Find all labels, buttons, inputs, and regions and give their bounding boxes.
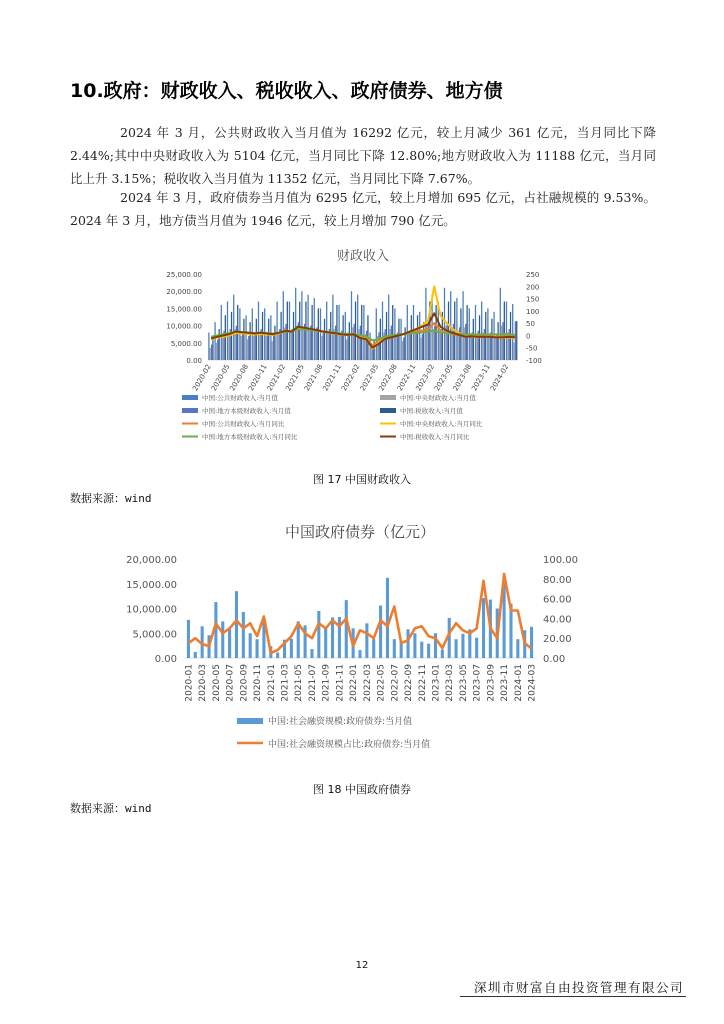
bar	[321, 336, 322, 360]
bar	[489, 336, 490, 360]
x-tick-label: 2021-05	[284, 363, 306, 393]
x-tick-label: 2023-02	[414, 363, 437, 393]
bar	[242, 332, 243, 360]
legend-label: 中国:地方本级财政收入:当月值	[202, 407, 291, 415]
x-tick-label: 2020-08	[228, 363, 251, 393]
y-left-tick-label: 20,000.00	[166, 288, 202, 297]
bar	[447, 322, 448, 360]
bar	[466, 305, 467, 360]
bar	[366, 331, 367, 360]
bar	[305, 302, 306, 360]
bar	[439, 332, 440, 360]
bar	[515, 322, 516, 360]
x-tick-label: 2023-05	[433, 363, 455, 393]
bar	[242, 612, 245, 658]
x-tick-label: 2021-09	[321, 664, 332, 702]
bar	[290, 332, 291, 360]
x-tick-label: 2020-11	[247, 363, 269, 393]
bar	[228, 629, 231, 658]
bar	[265, 336, 266, 360]
bar	[256, 639, 259, 658]
bar	[491, 319, 492, 360]
bar	[402, 341, 403, 360]
bar	[216, 343, 217, 360]
x-tick-label: 2023-11	[500, 664, 511, 702]
page-number: 12	[355, 960, 369, 971]
bar	[455, 639, 458, 658]
bar	[324, 628, 327, 658]
x-tick-label: 2021-03	[280, 664, 291, 702]
x-tick-label: 2021-08	[302, 363, 325, 393]
legend-label: 中国:公共财政收入:当月值	[202, 394, 278, 402]
bar	[345, 600, 348, 658]
x-tick-label: 2024-01	[513, 664, 524, 702]
bar	[352, 327, 353, 360]
bar	[403, 338, 404, 360]
bar	[311, 305, 312, 360]
bar	[310, 649, 313, 658]
bar	[482, 598, 485, 658]
bar	[210, 348, 211, 360]
x-tick-label: 2024-03	[527, 664, 538, 702]
data-source-17: 数据来源：wind	[70, 492, 152, 505]
bar	[513, 342, 514, 360]
x-tick-label: 2023-05	[458, 664, 469, 702]
bar	[357, 295, 358, 360]
bar	[389, 329, 390, 360]
bar	[411, 315, 412, 360]
x-tick-label: 2023-07	[472, 664, 483, 702]
bar	[194, 652, 197, 658]
bar	[363, 305, 364, 360]
bar	[473, 319, 474, 360]
bar	[299, 302, 300, 360]
bar	[249, 633, 252, 658]
bar	[386, 578, 389, 658]
bar	[392, 305, 393, 360]
x-tick-label: 2023-09	[486, 664, 497, 702]
bar	[495, 338, 496, 360]
bar	[475, 638, 478, 658]
bar	[385, 329, 386, 360]
x-tick-label: 2022-05	[358, 363, 381, 393]
section-title: 10.政府：财政收入、税收收入、政府债券、地方债	[70, 80, 503, 102]
bar	[309, 329, 310, 360]
bar	[332, 295, 333, 360]
bar	[346, 339, 347, 360]
bar	[316, 327, 317, 360]
bar	[400, 319, 401, 360]
bar	[464, 327, 465, 360]
legend-label: 中国:公共财政收入:当月同比	[202, 420, 285, 428]
bar	[462, 291, 463, 360]
bar	[441, 650, 444, 658]
bar	[245, 315, 246, 360]
x-tick-label: 2021-05	[294, 664, 305, 702]
figure-caption-18: 图 18 中国政府债券	[313, 783, 411, 796]
bar	[278, 332, 279, 360]
bar	[317, 611, 320, 658]
bar	[233, 295, 234, 360]
fiscal-revenue-chart	[150, 240, 590, 455]
bar	[222, 334, 223, 360]
x-tick-label: 2023-11	[470, 363, 492, 393]
chart-title: 中国政府债券（亿元）	[284, 523, 436, 541]
legend-label: 中国:中央财政收入:当月值	[400, 394, 476, 402]
bar	[354, 324, 355, 360]
figure-caption-17: 图 17 中国财政收入	[313, 473, 411, 486]
bar	[516, 321, 517, 360]
bar	[214, 322, 215, 360]
bar	[360, 326, 361, 360]
bar	[470, 336, 471, 360]
bar	[208, 332, 209, 360]
bar	[323, 332, 324, 360]
bar	[259, 332, 260, 360]
x-tick-label: 2020-07	[225, 664, 236, 702]
bar	[342, 315, 343, 360]
bar	[267, 332, 268, 360]
paragraph-fiscal-revenue: 2024 年 3 月，公共财政收入当月值为 16292 亿元，较上月减少 361 亿元，当月同比下降 2.44%;其中中央财政收入为 5104 亿元，当月同比下降 12.80%;地方财政收入为 11188 亿元，当月同比上升 3.15%；税收收入当月值为 11352 亿元，当月同比下降 7.67%。	[70, 125, 656, 186]
bar	[327, 332, 328, 360]
bar	[391, 326, 392, 360]
bar	[324, 319, 325, 360]
bar	[419, 312, 420, 360]
bar	[227, 302, 228, 360]
bar	[512, 304, 513, 360]
x-tick-label: 2023-01	[431, 664, 442, 702]
y-right-tick-label: -50	[526, 344, 538, 353]
x-tick-label: 2024-02	[488, 363, 511, 393]
bar	[497, 322, 498, 360]
bar	[272, 341, 273, 360]
legend-swatch	[380, 395, 396, 400]
legend-label: 中国:社会融资规模占比:政府债券:当月值	[268, 740, 431, 750]
legend-swatch	[182, 395, 198, 400]
bar	[217, 339, 218, 360]
x-tick-label: 2022-09	[404, 664, 415, 702]
bar	[378, 332, 379, 360]
bar	[247, 339, 248, 360]
x-tick-label: 2020-05	[209, 363, 232, 393]
bar	[408, 334, 409, 360]
legend-swatch	[380, 408, 396, 413]
government-bonds-chart	[110, 515, 590, 760]
bar	[398, 319, 399, 360]
bar	[373, 339, 374, 360]
x-tick-label: 2022-03	[362, 664, 373, 702]
y-right-tick-label: 150	[526, 295, 540, 304]
bar	[423, 322, 424, 360]
bar	[347, 332, 348, 360]
x-tick-label: 2022-08	[377, 363, 399, 393]
bar	[274, 326, 275, 360]
bar	[355, 302, 356, 360]
bar	[501, 326, 502, 360]
bar	[393, 639, 396, 658]
bar	[187, 620, 190, 658]
y-right-tick-label: 40.00	[543, 614, 572, 626]
bar	[293, 312, 294, 360]
legend-label: 中国:中央财政收入:当月同比	[400, 420, 483, 428]
bar	[273, 334, 274, 360]
legend-label: 中国:地方本级财政收入:当月同比	[202, 433, 298, 441]
legend-swatch	[182, 408, 198, 413]
bar	[500, 288, 501, 360]
legend-swatch	[237, 718, 263, 724]
bar	[276, 302, 277, 360]
bar	[396, 336, 397, 360]
footer-rule	[460, 996, 686, 997]
x-tick-label: 2021-11	[321, 363, 344, 393]
x-tick-label: 2023-03	[445, 664, 456, 702]
bar	[361, 305, 362, 360]
bar	[372, 639, 375, 658]
x-tick-label: 2022-11	[395, 363, 418, 393]
x-tick-label: 2022-02	[340, 363, 362, 393]
bar	[407, 629, 410, 658]
bar	[416, 331, 417, 360]
x-tick-label: 2020-09	[239, 664, 250, 702]
bar	[358, 650, 361, 658]
y-left-tick-label: 0.00	[154, 654, 177, 665]
bar	[382, 302, 383, 360]
bar	[358, 329, 359, 360]
bar	[211, 345, 212, 360]
bar	[444, 288, 445, 360]
bar	[516, 639, 519, 658]
x-tick-label: 2020-05	[211, 664, 222, 702]
y-right-tick-label: 100	[526, 307, 540, 316]
x-tick-label: 2022-11	[417, 664, 428, 702]
bar	[270, 315, 271, 360]
bar	[318, 308, 319, 360]
x-tick-label: 2021-07	[307, 664, 318, 702]
y-left-tick-label: 5,000.00	[170, 339, 202, 348]
bar	[254, 332, 255, 360]
bar	[221, 621, 224, 658]
bar	[413, 633, 416, 658]
bar	[409, 331, 410, 360]
y-left-tick-label: 5,000.00	[132, 629, 177, 641]
y-right-tick-label: 80.00	[543, 574, 572, 586]
bar	[388, 295, 389, 360]
paragraph-government-bonds: 2024 年 3 月，政府债券当月值为 6295 亿元，较上月增加 695 亿元，占社融规模的 9.53%。2024 年 3 月，地方债当月值为 1946 亿元，较上月增加 790 亿元。	[70, 190, 656, 228]
bar	[351, 291, 352, 360]
bar	[248, 336, 249, 360]
bar	[465, 324, 466, 360]
bar	[475, 305, 476, 360]
bar	[504, 302, 505, 360]
bar	[276, 653, 279, 658]
x-tick-label: 2022-01	[349, 664, 360, 702]
bar	[456, 298, 457, 360]
bar	[414, 334, 415, 360]
bar	[285, 324, 286, 360]
bar	[258, 302, 259, 360]
legend-label: 中国:税收收入:当月同比	[400, 433, 470, 441]
y-right-tick-label: 60.00	[543, 594, 572, 606]
y-right-tick-label: 0	[526, 332, 531, 341]
bar	[420, 338, 421, 360]
y-right-tick-label: 250	[526, 271, 540, 279]
x-tick-label: 2022-07	[390, 664, 401, 702]
bar	[221, 305, 222, 360]
bar	[320, 308, 321, 360]
bar	[301, 291, 302, 360]
y-left-tick-label: 0.00	[186, 357, 202, 365]
bar	[435, 305, 436, 360]
bar	[315, 331, 316, 360]
bar	[422, 334, 423, 360]
y-right-tick-label: 200	[526, 283, 540, 292]
bar	[235, 591, 238, 658]
y-left-tick-label: 15,000.00	[166, 305, 202, 314]
footer-company-name: 深圳市财富自由投资管理有限公司	[473, 980, 684, 995]
series-line	[188, 574, 531, 653]
y-left-tick-label: 20,000.00	[126, 555, 177, 566]
bar	[256, 319, 257, 360]
bar	[225, 315, 226, 360]
bar	[268, 319, 269, 360]
bar	[427, 644, 430, 658]
bar	[440, 329, 441, 360]
y-right-tick-label: 50	[526, 320, 535, 329]
y-right-tick-label: 0.00	[543, 654, 566, 665]
bar	[433, 329, 434, 360]
x-tick-label: 2020-11	[253, 664, 264, 702]
bar	[340, 334, 341, 360]
x-tick-label: 2020-03	[198, 664, 209, 702]
bar	[249, 322, 250, 360]
x-tick-label: 2020-01	[184, 664, 195, 702]
bar	[365, 623, 368, 658]
bar	[326, 302, 327, 360]
x-tick-label: 2023-08	[451, 363, 474, 393]
bar	[330, 312, 331, 360]
x-tick-label: 2021-01	[266, 664, 277, 702]
bar	[218, 329, 219, 360]
bar	[335, 326, 336, 360]
y-right-tick-label: 20.00	[543, 634, 572, 646]
bar	[417, 315, 418, 360]
bar	[481, 302, 482, 360]
bar	[295, 288, 296, 360]
y-right-tick-label: 100.00	[543, 555, 578, 566]
legend-label: 中国:税收收入:当月值	[400, 407, 463, 415]
y-left-tick-label: 25,000.00	[166, 271, 202, 279]
data-source-18: 数据来源：wind	[70, 802, 152, 815]
x-tick-label: 2021-11	[335, 664, 346, 702]
bar	[290, 639, 293, 658]
bar	[262, 312, 263, 360]
bar	[379, 606, 382, 658]
y-left-tick-label: 15,000.00	[126, 579, 177, 591]
bar	[349, 322, 350, 360]
x-tick-label: 2021-02	[265, 363, 288, 393]
bar	[530, 627, 533, 658]
bar	[303, 327, 304, 360]
bar	[283, 291, 284, 360]
y-left-tick-label: 10,000.00	[166, 322, 202, 331]
bar	[292, 329, 293, 360]
legend-label: 中国:社会融资规模:政府债券:当月值	[268, 717, 413, 727]
x-tick-label: 2020-02	[191, 363, 213, 393]
bar	[243, 319, 244, 360]
bar	[376, 308, 377, 360]
y-right-tick-label: -100	[526, 357, 542, 365]
bar	[461, 634, 464, 658]
bar	[506, 302, 507, 360]
bar	[420, 642, 423, 658]
bar	[241, 336, 242, 360]
bar	[253, 336, 254, 360]
bar	[280, 312, 281, 360]
y-left-tick-label: 10,000.00	[126, 604, 177, 616]
bar	[502, 322, 503, 360]
chart-title: 财政收入	[336, 249, 390, 264]
x-tick-label: 2022-05	[376, 664, 387, 702]
